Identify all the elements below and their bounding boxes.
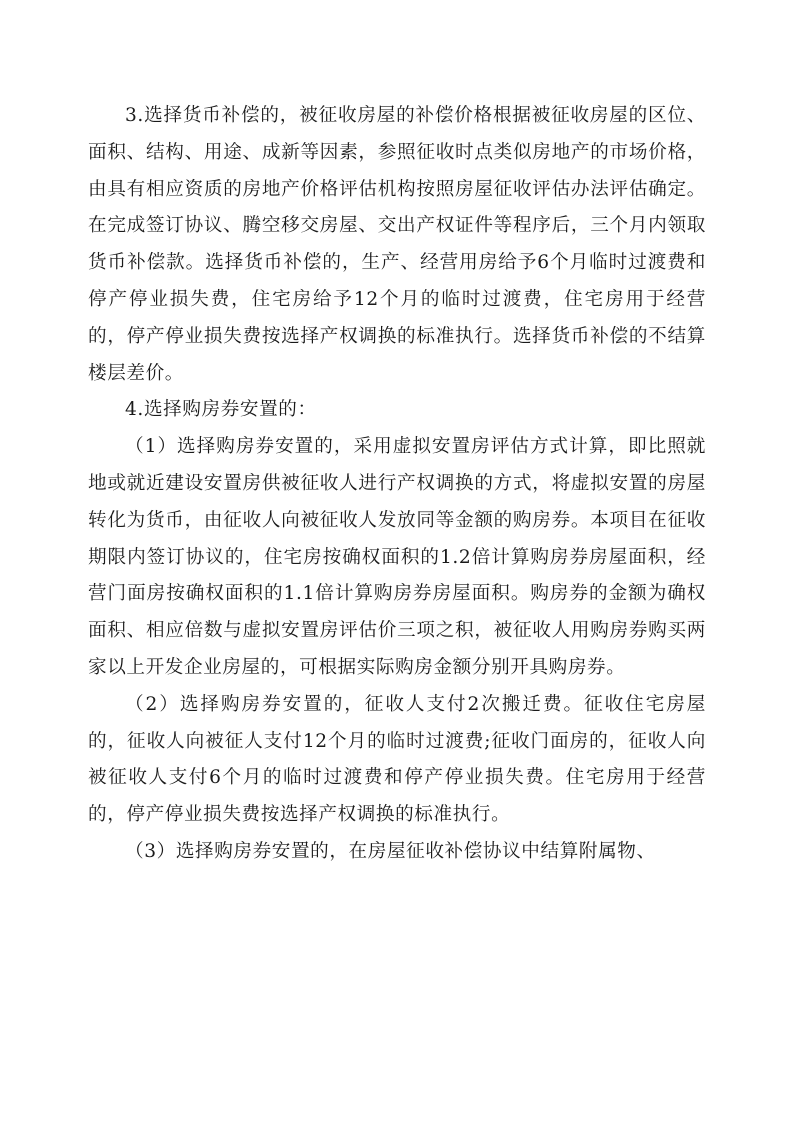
document-page xyxy=(88,98,706,871)
paragraph-voucher-item-3: （3）选择购房券安置的，在房屋征收补偿协议中结算附属物、 xyxy=(125,840,656,862)
paragraph-voucher-item-2: （2）选择购房券安置的，征收人支付2次搬迁费。征收住宅房屋的，征收人向被征人支付12个月的临时过渡费;征收门面房的，征收人向被征收人支付6个月的临时过渡费和停产停业损失费。住宅房用于经营的，停产停业损失费按选择产权调换的标准执行。 xyxy=(88,693,706,826)
paragraph-voucher-item-1: （1）选择购房券安置的，采用虚拟安置房评估方式计算，即比照就地或就近建设安置房供被征收人进行产权调换的方式，将虚拟安置的房屋转化为货币，由征收人向被征收人发放同等金额的购房券。本项目在征收期限内签订协议的，住宅房按确权面积的1.2倍计算购房券房屋面积，经营门面房按确权面积的1.1倍计算购房券房屋面积。购房券的金额为确权面积、相应倍数与虚拟安置房评估价三项之积，被征收人用购房券购买两家以上开发企业房屋的，可根据实际购房金额分别开具购房券。 xyxy=(88,436,706,678)
paragraph-cash-compensation: 3.选择货币补偿的，被征收房屋的补偿价格根据被征收房屋的区位、面积、结构、用途、成新等因素，参照征收时点类似房地产的市场价格，由具有相应资质的房地产价格评估机构按照房屋征收评估办法评估确定。在完成签订协议、腾空移交房屋、交出产权证件等程序后，三个月内领取货币补偿款。选择货币补偿的，生产、经营用房给予6个月临时过渡费和停产停业损失费，住宅房给予12个月的临时过渡费，住宅房用于经营的，停产停业损失费按选择产权调换的标准执行。选择货币补偿的不结算楼层差价。 xyxy=(88,105,706,384)
paragraph-housing-voucher-heading: 4.选择购房券安置的： xyxy=(125,399,317,421)
